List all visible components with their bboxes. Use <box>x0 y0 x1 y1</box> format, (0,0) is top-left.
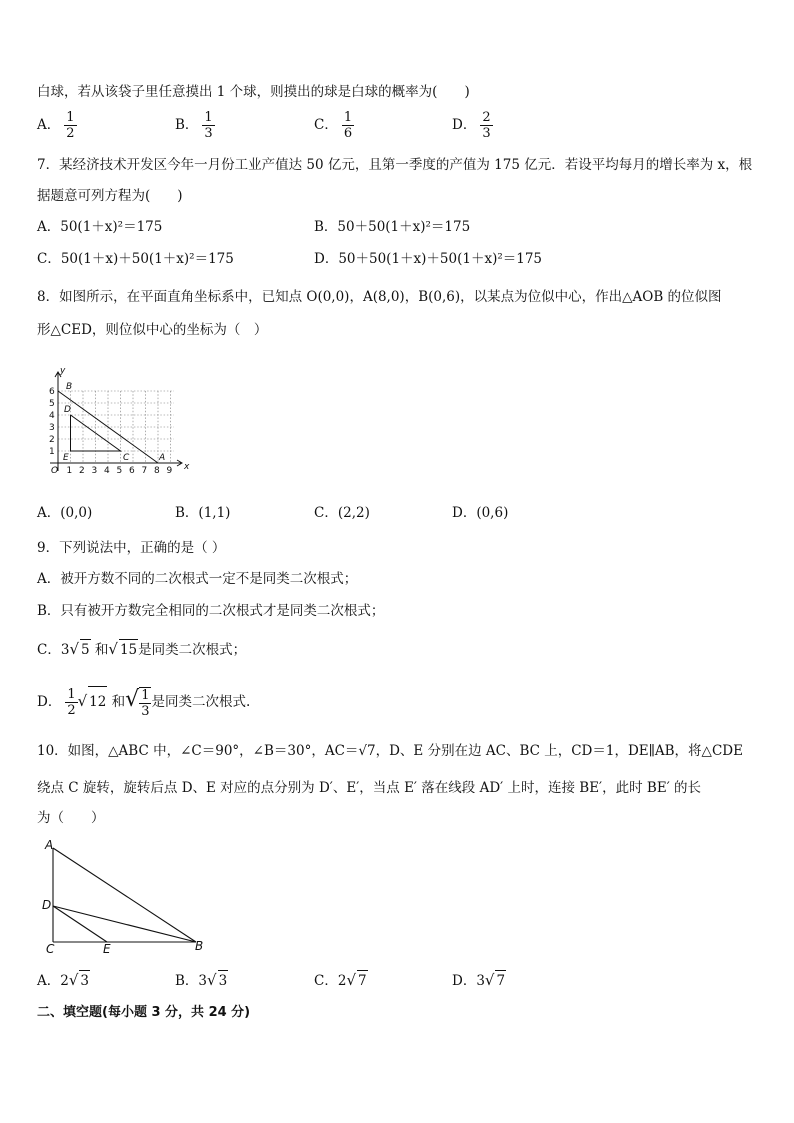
label-a: A <box>45 838 54 852</box>
point-label-c: C <box>123 453 130 463</box>
q10-option-c: C．2√ 7 <box>314 971 367 989</box>
point-label-e: E <box>63 453 69 463</box>
x-tick: 1 <box>66 466 73 476</box>
q10-option-d: D．3√ 7 <box>452 971 506 989</box>
point-label-a: A <box>159 453 166 463</box>
q8-coordinate-figure <box>46 365 196 477</box>
x-tick: 4 <box>104 466 110 476</box>
q10-option-b: B．3√ 3 <box>175 971 228 989</box>
q7-stem-line2: 据题意可列方程为( ) <box>37 188 183 204</box>
q8-stem-line1: 8．如图所示，在平面直角坐标系中，已知点 O(0,0)，A(8,0)，B(0,6)，以某点为位似中心，作出△AOB 的位似图 <box>37 289 722 305</box>
label-c: C <box>46 942 55 956</box>
x-tick: 7 <box>141 466 148 476</box>
q7-stem-line1: 7．某经济技术开发区今年一月份工业产值达 50 亿元，且第一季度的产值为 175 亿元．若设平均每月的增长率为 x，根 <box>37 157 753 173</box>
q7-option-c: C．50(1＋x)＋50(1＋x)²＝175 <box>37 251 234 267</box>
x-tick: 3 <box>91 466 98 476</box>
q6-option-c: C． $\frac{1}{6}$ <box>314 110 353 141</box>
q9-option-d: D． $\frac{1}{2}$ √ 12 和√ $\frac{1}{3}$ 是同类二次根式. <box>37 687 251 719</box>
label-b: B <box>195 939 204 953</box>
x-tick: 6 <box>129 466 135 476</box>
x-tick: 8 <box>154 466 160 476</box>
q10-triangle-figure <box>38 838 213 956</box>
q6-option-b: B． $\frac{1}{3}$ <box>175 110 213 141</box>
q8-stem-line2: 形△CED，则位似中心的坐标为（ ） <box>37 322 268 338</box>
label-e: E <box>103 942 111 956</box>
q9-option-b: B．只有被开方数完全相同的二次根式才是同类二次根式； <box>37 603 385 619</box>
q8-option-a: A．(0,0) <box>37 505 93 521</box>
y-tick: 6 <box>49 387 55 397</box>
q9-option-a: A．被开方数不同的二次根式一定不是同类二次根式； <box>37 571 358 587</box>
q6-stem: 白球，若从该袋子里任意摸出 1 个球，则摸出的球是白球的概率为( ) <box>37 84 470 100</box>
q8-option-c: C．(2,2) <box>314 505 370 521</box>
x-tick: 5 <box>116 466 123 476</box>
y-tick: 2 <box>49 435 55 445</box>
q9-stem: 9．下列说法中，正确的是（ ） <box>37 540 226 556</box>
x-axis-label: x <box>184 462 190 472</box>
section-heading: 二、填空题(每小题 3 分，共 24 分) <box>37 1005 251 1020</box>
q8-option-b: B．(1,1) <box>175 505 231 521</box>
q6-option-d: D． $\frac{2}{3}$ <box>452 110 491 141</box>
point-label-d: D <box>64 405 71 415</box>
point-label-b: B <box>66 382 73 392</box>
q10-stem-line3: 为（ ） <box>37 810 105 826</box>
y-tick: 5 <box>49 399 55 409</box>
x-tick: 9 <box>166 466 173 476</box>
q10-option-a: A．2√ 3 <box>37 971 89 989</box>
q7-option-d: D．50＋50(1＋x)＋50(1＋x)²＝175 <box>314 251 543 267</box>
q9-option-c: C．3√ 5 和√ 15是同类二次根式； <box>37 640 247 658</box>
y-tick: 3 <box>49 423 55 433</box>
label-d: D <box>42 898 52 912</box>
q8-option-d: D．(0,6) <box>452 505 509 521</box>
q7-option-b: B．50＋50(1＋x)²＝175 <box>314 219 471 235</box>
y-tick: 1 <box>49 447 55 457</box>
q10-stem-line1: 10．如图，△ABC 中，∠C＝90°，∠B＝30°，AC＝√7，D、E 分别在边 AC、BC 上，CD＝1，DE∥AB，将△CDE <box>37 743 743 759</box>
x-tick: 2 <box>79 466 85 476</box>
q7-option-a: A．50(1＋x)²＝175 <box>37 219 163 235</box>
q6-option-a: A． $\frac{1}{2}$ <box>37 110 75 141</box>
q10-stem-line2: 绕点 C 旋转，旋转后点 D、E 对应的点分别为 D′、E′，当点 E′ 落在线段 AD′ 上时，连接 BE′，此时 BE′ 的长 <box>37 780 702 796</box>
y-tick: 4 <box>49 411 55 421</box>
origin-label: O <box>51 466 59 476</box>
y-axis-label: y <box>60 366 66 376</box>
